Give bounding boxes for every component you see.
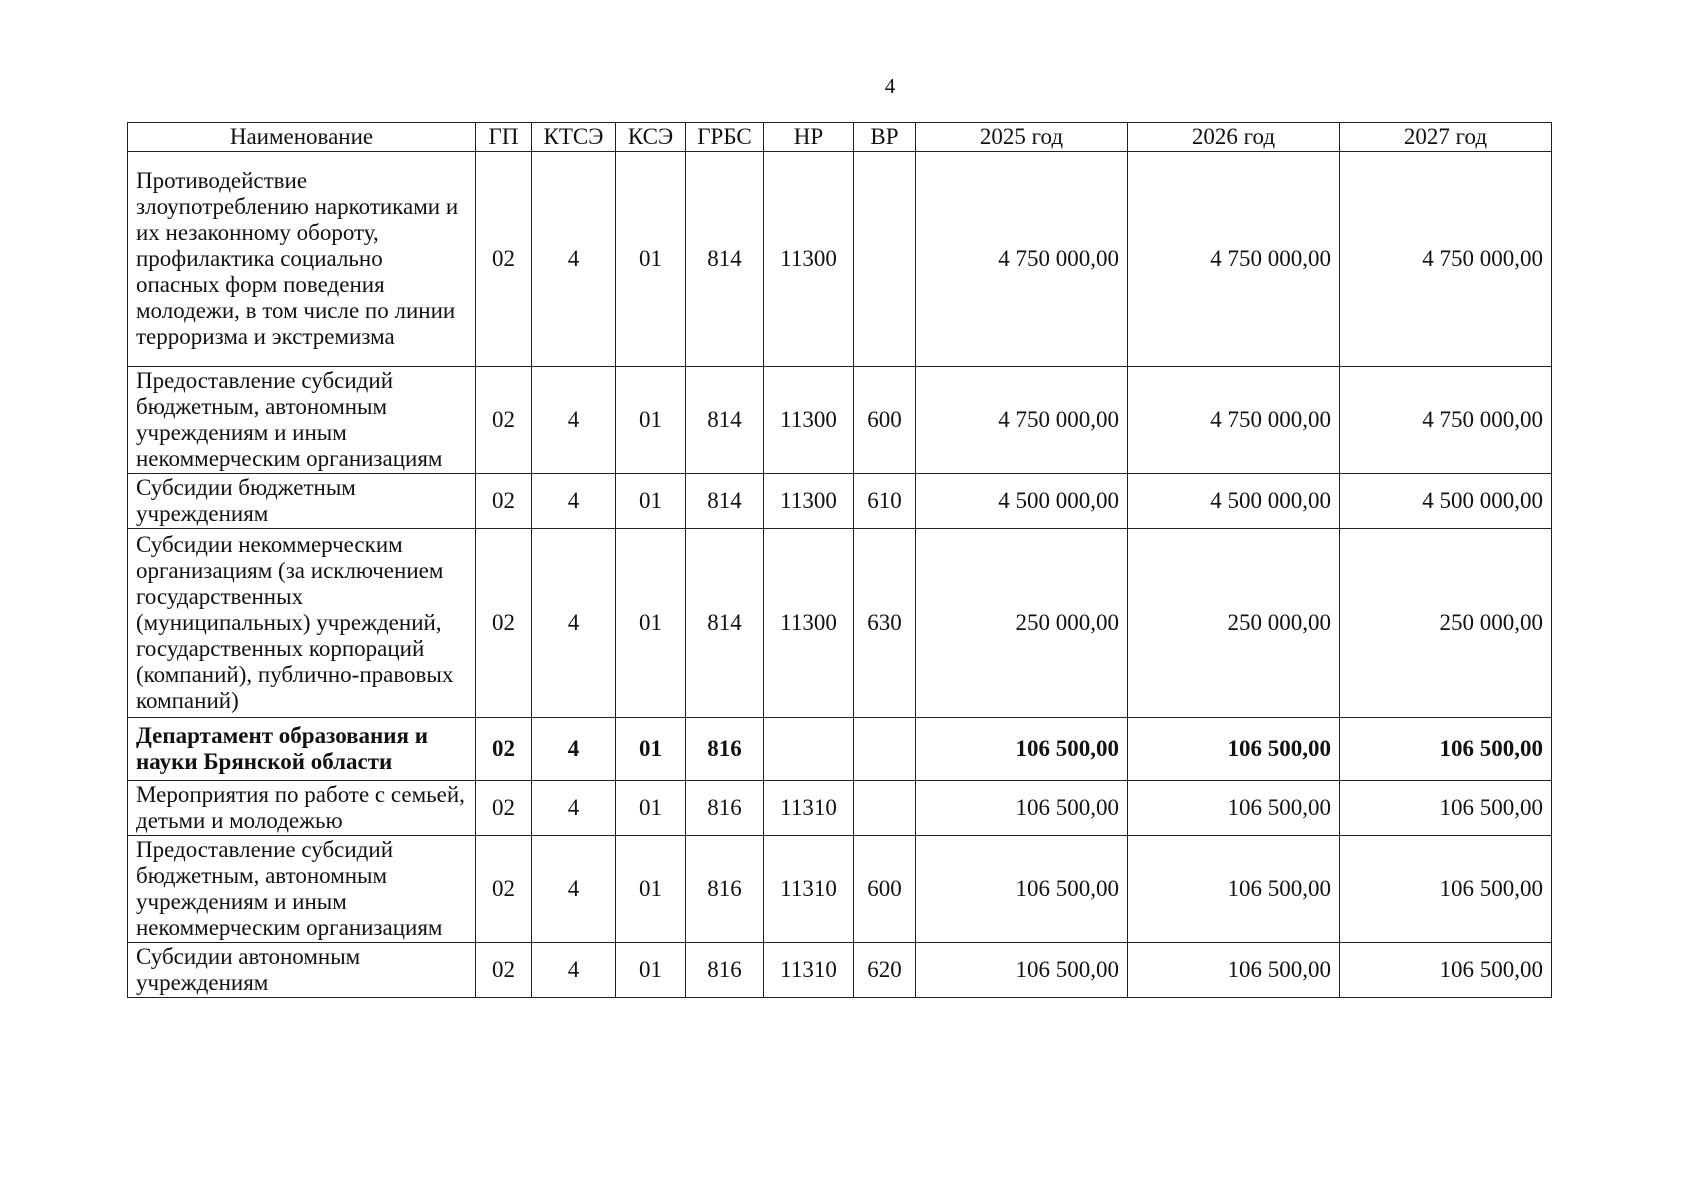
row-kse: 01 (616, 718, 686, 781)
row-name: Предоставление субсидий бюджетным, автономным учреждениям и иным некоммерческим организациям (128, 367, 476, 474)
row-2025: 4 500 000,00 (916, 474, 1128, 529)
row-2027: 4 750 000,00 (1340, 152, 1552, 367)
table-row (128, 781, 1552, 836)
row-2027: 106 500,00 (1340, 781, 1552, 836)
row-gp: 02 (476, 943, 532, 998)
row-vr (854, 152, 916, 367)
row-2026: 4 750 000,00 (1128, 152, 1340, 367)
row-grbs: 814 (686, 367, 764, 474)
table-row-department (128, 718, 1552, 781)
header-nr: НР (764, 123, 854, 152)
header-2025: 2025 год (916, 123, 1128, 152)
table-row (128, 836, 1552, 943)
header-2026: 2026 год (1128, 123, 1340, 152)
row-nr: 11300 (764, 152, 854, 367)
row-ktse: 4 (532, 718, 616, 781)
page-number: 4 (884, 74, 896, 98)
header-2027: 2027 год (1340, 123, 1552, 152)
table-row (128, 152, 1552, 367)
row-name: Предоставление субсидий бюджетным, автономным учреждениям и иным некоммерческим организациям (128, 836, 476, 943)
row-grbs: 816 (686, 718, 764, 781)
table-row (128, 529, 1552, 718)
row-name: Субсидии некоммерческим организациям (за исключением государственных (муниципальных) учреждений, государственных корпораций (компаний), публично-правовых компаний) (128, 529, 476, 718)
row-nr: 11310 (764, 943, 854, 998)
row-name: Субсидии автономным учреждениям (128, 943, 476, 998)
row-grbs: 816 (686, 943, 764, 998)
table-row (128, 367, 1552, 474)
header-grbs: ГРБС (686, 123, 764, 152)
row-grbs: 814 (686, 529, 764, 718)
row-name: Субсидии бюджетным учреждениям (128, 474, 476, 529)
row-vr: 600 (854, 836, 916, 943)
row-2025: 106 500,00 (916, 836, 1128, 943)
row-ktse: 4 (532, 943, 616, 998)
row-2026: 106 500,00 (1128, 943, 1340, 998)
row-2027: 4 750 000,00 (1340, 367, 1552, 474)
row-vr: 600 (854, 367, 916, 474)
row-kse: 01 (616, 781, 686, 836)
row-2027: 250 000,00 (1340, 529, 1552, 718)
row-2026: 4 750 000,00 (1128, 367, 1340, 474)
row-2025: 106 500,00 (916, 718, 1128, 781)
row-vr (854, 718, 916, 781)
row-2027: 106 500,00 (1340, 943, 1552, 998)
row-name: Мероприятия по работе с семьей, детьми и молодежью (128, 781, 476, 836)
row-ktse: 4 (532, 152, 616, 367)
row-2027: 4 500 000,00 (1340, 474, 1552, 529)
row-gp: 02 (476, 529, 532, 718)
header-kse: КСЭ (616, 123, 686, 152)
row-ktse: 4 (532, 529, 616, 718)
row-2026: 4 500 000,00 (1128, 474, 1340, 529)
row-gp: 02 (476, 718, 532, 781)
header-vr: ВР (854, 123, 916, 152)
row-2025: 4 750 000,00 (916, 152, 1128, 367)
row-gp: 02 (476, 152, 532, 367)
row-nr: 11310 (764, 781, 854, 836)
row-nr: 11300 (764, 529, 854, 718)
header-ktse: КТСЭ (532, 123, 616, 152)
row-name: Противодействие злоупотреблению наркотиками и их незаконному обороту, профилактика социально опасных форм поведения молодежи, в том числе по линии терроризма и экстремизма (128, 152, 476, 367)
table-row (128, 474, 1552, 529)
row-2025: 4 750 000,00 (916, 367, 1128, 474)
row-grbs: 816 (686, 836, 764, 943)
row-vr: 610 (854, 474, 916, 529)
row-nr: 11310 (764, 836, 854, 943)
row-vr: 620 (854, 943, 916, 998)
row-kse: 01 (616, 367, 686, 474)
row-gp: 02 (476, 781, 532, 836)
row-gp: 02 (476, 474, 532, 529)
row-gp: 02 (476, 367, 532, 474)
row-2025: 106 500,00 (916, 781, 1128, 836)
row-2026: 106 500,00 (1128, 781, 1340, 836)
row-2026: 106 500,00 (1128, 836, 1340, 943)
row-gp: 02 (476, 836, 532, 943)
row-2025: 106 500,00 (916, 943, 1128, 998)
row-name: Департамент образования и науки Брянской области (128, 718, 476, 781)
row-kse: 01 (616, 943, 686, 998)
row-2027: 106 500,00 (1340, 718, 1552, 781)
row-ktse: 4 (532, 836, 616, 943)
row-2026: 106 500,00 (1128, 718, 1340, 781)
header-name: Наименование (128, 123, 476, 152)
row-ktse: 4 (532, 474, 616, 529)
row-vr: 630 (854, 529, 916, 718)
row-ktse: 4 (532, 781, 616, 836)
row-kse: 01 (616, 836, 686, 943)
row-grbs: 814 (686, 152, 764, 367)
row-grbs: 814 (686, 474, 764, 529)
row-vr (854, 781, 916, 836)
row-2027: 106 500,00 (1340, 836, 1552, 943)
row-kse: 01 (616, 152, 686, 367)
row-grbs: 816 (686, 781, 764, 836)
budget-table (127, 122, 1552, 998)
row-kse: 01 (616, 474, 686, 529)
row-nr: 11300 (764, 474, 854, 529)
row-ktse: 4 (532, 367, 616, 474)
row-nr: 11300 (764, 367, 854, 474)
row-nr (764, 718, 854, 781)
header-gp: ГП (476, 123, 532, 152)
row-2025: 250 000,00 (916, 529, 1128, 718)
row-kse: 01 (616, 529, 686, 718)
table-row (128, 943, 1552, 998)
header-row (128, 123, 1552, 152)
row-2026: 250 000,00 (1128, 529, 1340, 718)
